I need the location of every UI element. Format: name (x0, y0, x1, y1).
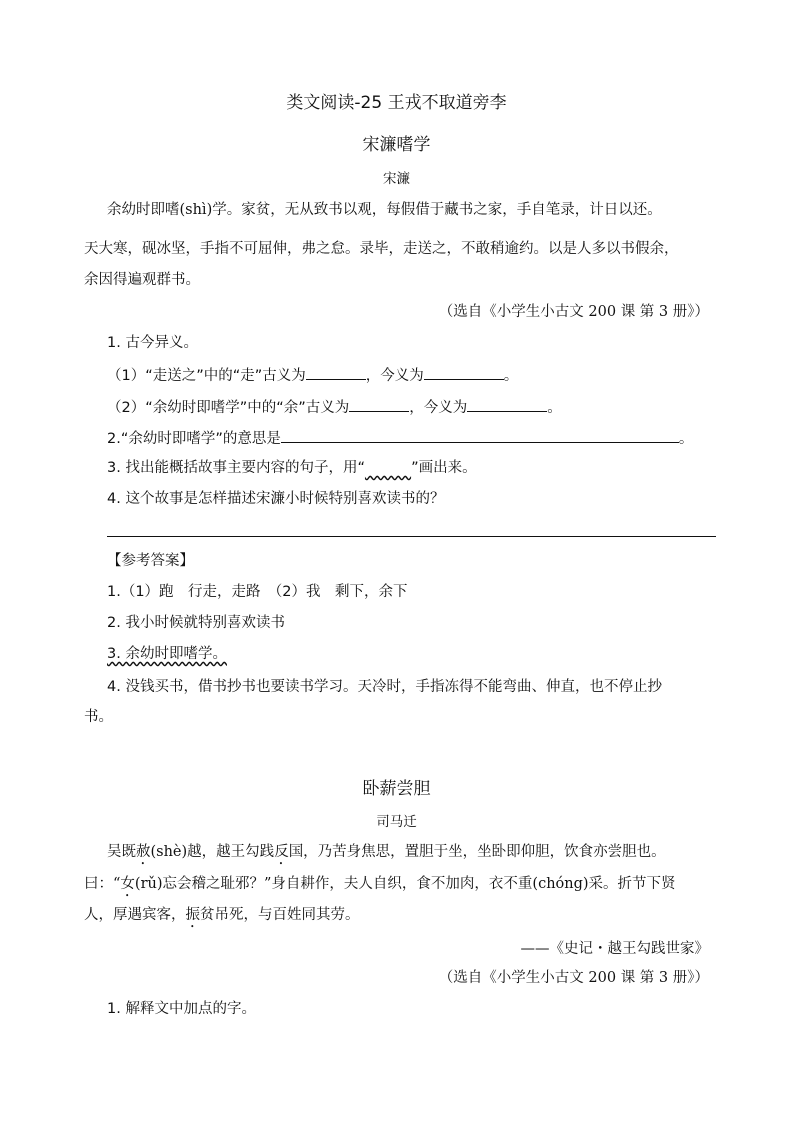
answer-blank[interactable] (467, 396, 547, 412)
passage2-line-3 (84, 905, 360, 931)
text-segment: 人，厚遇宾客， (84, 907, 186, 923)
wavy-line-sample (365, 460, 411, 476)
answers-header: 【参考答案】 (107, 553, 194, 569)
passage2-line-1 (107, 842, 666, 868)
passage1-author: 宋濂 (383, 171, 410, 187)
answer-blank[interactable] (424, 364, 504, 380)
dotted-char-ru: 女 (120, 876, 135, 892)
question-1-1-prompt-b: ，今义为 (365, 368, 424, 384)
question-2-prompt: 2.“余幼时即嗜学”的意思是 (107, 431, 281, 447)
answer-4-line-2: 书。 (84, 709, 113, 725)
question-4: 4. 这个故事是怎样描述宋濂小时候特别喜欢读书的？ (107, 491, 445, 507)
answer-line[interactable] (107, 536, 716, 537)
dotted-char-fan: 反 (274, 844, 289, 860)
dotted-char-zhen: 振 (185, 907, 200, 923)
question-3 (107, 458, 477, 478)
answer-blank[interactable] (306, 364, 366, 380)
passage2-title: 卧薪尝胆 (362, 779, 431, 799)
answer-3: 3. 余幼时即嗜学。 (107, 646, 227, 662)
end-mark: 。 (503, 368, 519, 384)
answer-blank[interactable] (281, 427, 679, 443)
passage2-question-1: 1. 解释文中加点的字。 (107, 1001, 256, 1017)
end-mark: 。 (678, 431, 694, 447)
answer-blank[interactable] (349, 396, 409, 412)
question-1-1 (107, 364, 518, 386)
question-1-2 (107, 396, 562, 418)
answer-3-wrap (107, 644, 227, 664)
passage2-author: 司马迁 (376, 814, 417, 830)
answer-1: 1.（1）跑 行走，走路 （2）我 剩下，余下 (107, 584, 408, 600)
dotted-char-she: 赦 (136, 844, 151, 860)
passage1-source: （选自《小学生小古文 200 课 第 3 册》） (438, 304, 709, 320)
text-segment: (rǔ)忘会稽之耻邪？”身自耕作，夫人自织，食不加肉，衣不重(chóng)采。折节下贤 (134, 876, 676, 892)
passage1-line-2: 天大寒，砚冰坚，手指不可屈伸，弗之怠。录毕，走送之，不敢稍逾约。以是人多以书假余， (84, 241, 679, 257)
text-segment: 贫吊死，与百姓同其劳。 (200, 907, 360, 923)
passage1-line-1: 余幼时即嗜(shì)学。家贫，无从致书以观，每假借于藏书之家，手自笔录，计日以还。 (107, 202, 662, 218)
question-1-1-prompt: （1）“走送之”中的“走”古义为 (107, 368, 306, 384)
passage1-line-3: 余因得遍观群书。 (84, 272, 200, 288)
question-1-2-prompt-b: ，今义为 (409, 400, 468, 416)
text-segment: 曰：“ (84, 876, 121, 892)
question-1-2-prompt: （2）“余幼时即嗜学”中的“余”古义为 (107, 400, 350, 416)
document-title: 类文阅读-25 王戎不取道旁李 (286, 93, 507, 113)
passage2-line-2 (84, 874, 676, 900)
question-1: 1. 古今异义。 (107, 335, 198, 351)
passage2-source-book: （选自《小学生小古文 200 课 第 3 册》） (438, 970, 709, 986)
text-segment: 国，乃苦身焦思，置胆于坐，坐卧即仰胆，饮食亦尝胆也。 (288, 844, 666, 860)
end-mark: 。 (547, 400, 562, 416)
answer-2: 2. 我小时候就特别喜欢读书 (107, 615, 285, 631)
passage2-source-work: ——《史记・越王勾践世家》 (520, 941, 709, 957)
question-2 (107, 427, 693, 449)
text-segment: (shè)越，越王勾践 (150, 844, 275, 860)
question-3-prompt: 3. 找出能概括故事主要内容的句子，用“ (107, 460, 365, 476)
question-3-prompt-b: ”画出来。 (411, 460, 477, 476)
answer-4-line-1: 4. 没钱买书，借书抄书也要读书学习。天冷时，手指冻得不能弯曲、伸直，也不停止抄 (107, 679, 662, 695)
passage1-title: 宋濂嗜学 (362, 135, 431, 155)
text-segment: 吴既 (107, 844, 136, 860)
